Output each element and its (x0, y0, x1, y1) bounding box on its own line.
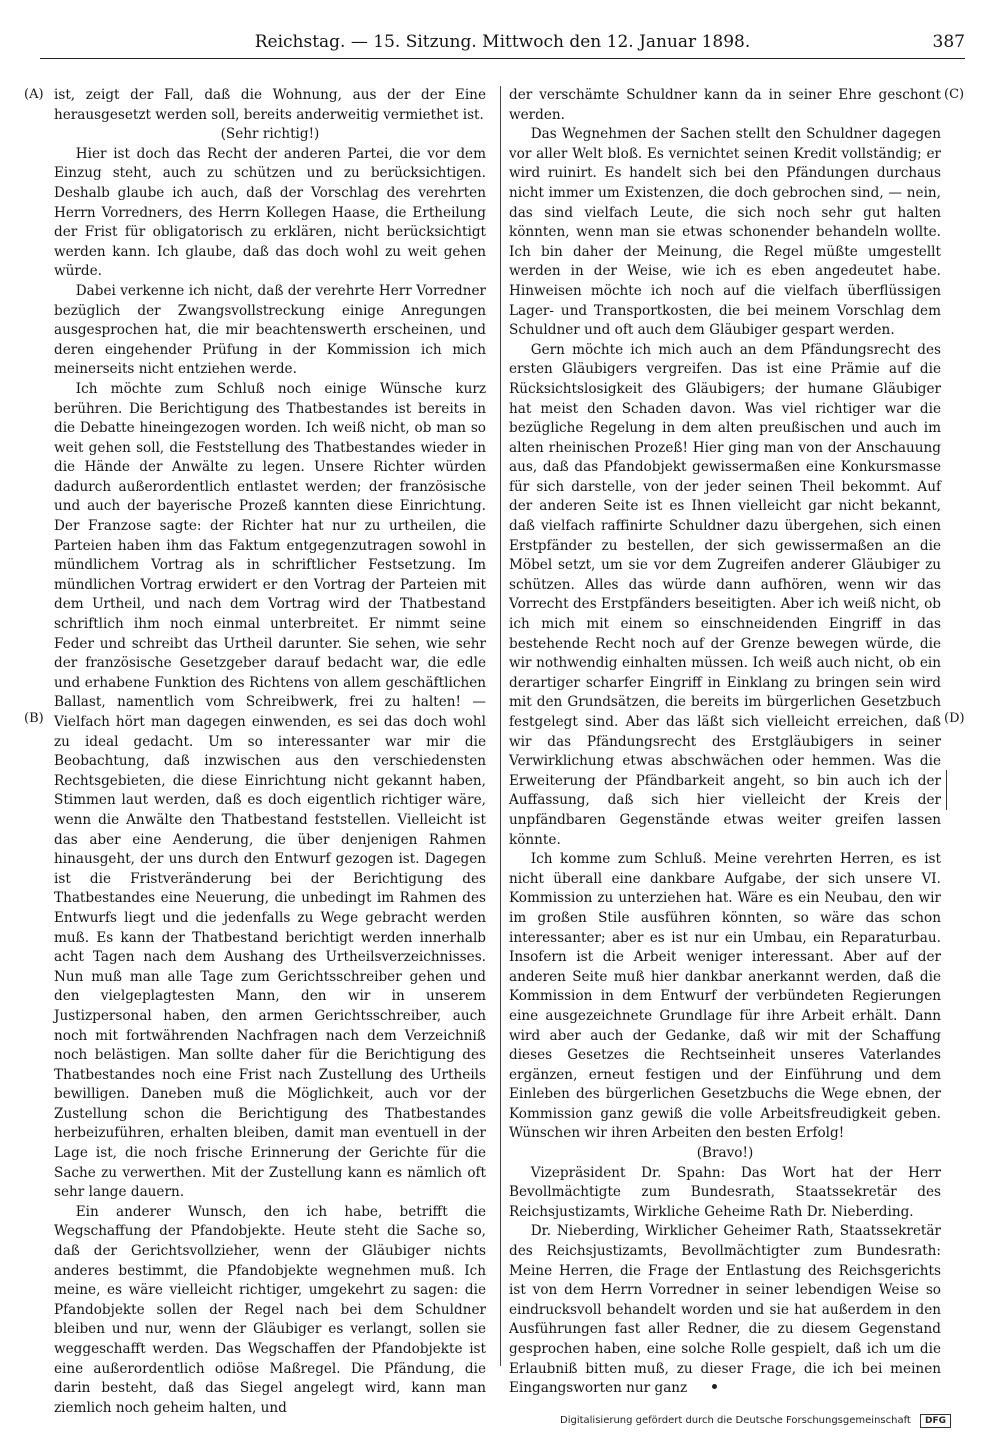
paragraph: ist, zeigt der Fall, daß die Wohnung, aus der der Eine herausgesetzt werden soll, bereits anderweitig vermiethet ist. (54, 87, 486, 123)
page-number: 387 (932, 32, 965, 52)
paragraph: Ein anderer Wunsch, den ich habe, betrifft die Wegschaffung der Pfandobjekte. Heute steht die Sache so, daß der Gerichtsvollzieher, wenn der Gläubiger nichts anderes bestimmt, die Pfandobjekte wegnehmen muß. Ich meine, es wäre vielleicht richtiger, umgekehrt zu sagen: die Pfandobjekte sollen der Regel nach bei dem Schuldner bleiben und nur, wenn der Gläubiger es verlangt, sollen sie weggeschafft werden. Das Wegschaffen der Pfandobjekte ist eine außerordentlich odiöse Maßregel. Die Pfändung, die darin besteht, daß das Siegel angelegt wird, kann man ziemlich noch geheim halten, und (54, 1203, 486, 1416)
dfg-logo: DFG (920, 1414, 951, 1428)
paragraph: Das Wegnehmen der Sachen stellt den Schuldner dagegen vor aller Welt bloß. Es vernichtet seinen Kredit vollständig; er wird ruinirt. Es handelt sich bei den Pfändungen durchaus nicht immer um Existenzen, die doch gebrochen sind, — nein, das sind vielfach Leute, die sich noch sehr gut halten könnten, wenn man sie etwas schonender behandeln wollte. Ich bin daher der Meinung, die Regel müßte umgestellt werden in der Weise, wie ich es eben angedeutet habe. Hinweisen möchte ich noch auf die vielfach überflüssigen Lager- und Transportkosten, die bei meinem Vorschlag dem Schuldner und oft auch dem Gläubiger gespart werden. (509, 126, 941, 339)
paragraph: der verschämte Schuldner kann da in seiner Ehre geschont werden. (509, 87, 941, 123)
credit-text: Digitalisierung gefördert durch die Deutsche Forschungsgemeinschaft (560, 1415, 911, 1426)
header-rule (40, 58, 965, 59)
interjection: (Bravo!) (696, 1145, 754, 1162)
paragraph: Ich komme zum Schluß. Meine verehrten Herren, es ist nicht überall eine dankbare Aufgabe, der sich unsere VI. Kommission zu unterziehen hat. Wäre es ein Neubau, den wir im großen Stile ausführen könnten, so wäre das schon interessanter; aber es ist nur ein Umbau, ein Reparaturbau. Insofern ist die Arbeit weniger interessant. Aber auf der anderen Seite muß hier dankbar anerkannt werden, daß die Kommission in dem Entwurf der verbündeten Regierungen eine ausgezeichnete Grundlage für ihre Arbeit erhält. Dann wird aber auch der Gedanke, daß wir mit der Schaffung dieses Gesetzes die Rechtseinheit unseres Vaterlandes ergänzen, erneut festigen und der Einführung und dem Einleben des bürgerlichen Gesetzbuchs die Wege ebnen, der Kommission ganz gewiß die volle Arbeitsfreudigkeit geben. Wünschen wir ihren Arbeiten den besten Erfolg! (509, 851, 941, 1142)
page-bullet (712, 1384, 717, 1389)
column-divider (500, 86, 501, 1366)
running-title: Reichstag. — 15. Sitzung. Mittwoch den 12. Januar 1898. (254, 32, 751, 52)
paragraph: Ich möchte zum Schluß noch einige Wünsche kurz berühren. Die Berichtigung des Thatbestandes ist bereits in die Debatte hineingezogen worden. Ich weiß nicht, ob man so weit gehen soll, die Feststellung des Thatbestandes wieder in die Hände der Anwälte zu legen. Unsere Richter würden dadurch außerordentlich entlastet werden; der französische und auch der bayerische Prozeß kannten diese Einrichtung. Der Franzose sagte: der Richter hat nur zu urtheilen, die Parteien haben ihm das Faktum entgegenzutragen sowohl in mündlichem Vortrag als in schriftlicher Festsetzung. Im mündlichen Vortrag erwidert er den Vortrag der Parteien mit dem Urtheil, und nach dem Vortrag wird der Thatbestand schriftlich ihm noch einmal unterbreitet. Er nimmt seine Feder und schreibt das Urtheil darunter. Sie sehen, wie sehr der französische Gesetzgeber darauf bedacht war, die edle und erhabene Funktion des Richtens von allem geschäftlichen Ballast, namentlich vom Schreibwerk, frei zu halten! — Vielfach hört man dagegen einwenden, es sei das doch wohl zu ideal gedacht. Um so interessanter war mir die Beobachtung, daß inzwischen aus den verschiedensten Rechtsgebieten, die diese Einrichtung nicht gekannt haben, Stimmen laut werden, daß es doch eigentlich richtiger wäre, wenn die Anwälte den Thatbestand feststellen. Vielleicht ist das aber eine Aenderung, die über denjenigen Rahmen hinausgeht, der uns durch den Entwurf gezogen ist. Dagegen ist die Fristveränderung bei der Berichtigung des Thatbestandes eine Neuerung, die unbedingt im Rahmen des Entwurfs liegt und die jedenfalls zu Wege gebracht werden muß. Es kann der Thatbestand berichtigt werden innerhalb acht Tagen nach dem Aushang des Urtheilsverzeichnisses. Nun muß man alle Tage zum Gerichtsschreiber gehen und den vielgeplagtesten Mann, den wir in unserem Justizpersonal haben, den armen Gerichtsschreiber, auch noch mit fortwährenden Nachfragen nach dem Verzeichniß noch belästigen. Man sollte daher für die Berichtigung des Thatbestandes noch eine Frist nach Zustellung des Urtheils bewilligen. Daneben muß die Möglichkeit, auch vor der Zustellung schon die Berichtigung des Thatbestandes herbeizuführen, erhalten bleiben, damit man eventuell in der Lage ist, die noch frische Erinnerung der Gerichte für die Sache zu verwerthen. Mit der Zustellung kann es nämlich oft sehr lange dauern. (54, 380, 486, 1201)
page-header (40, 30, 965, 54)
speaker-paragraph: Vizepräsident Dr. Spahn: Das Wort hat der Herr Bevollmächtigte zum Bundesrath, Staatssekretär des Reichsjustizamts, Wirkliche Geheime Rath Dr. Nieberding. (509, 1164, 941, 1220)
paragraph: Dabei verkenne ich nicht, daß der verehrte Herr Vorredner bezüglich der Zwangsvollstreckung einige Anregungen ausgesprochen hat, die mir beachtenswerth erscheinen, und deren eingehender Prüfung in der Kommission ich mich meinerseits nicht entziehen werde. (54, 282, 486, 378)
speaker-paragraph: Dr. Nieberding, Wirklicher Geheimer Rath, Staatssekretär des Reichsjustizamts, Bevollmächtigter zum Bundesrath: Meine Herren, die Frage der Entlastung des Reichsgerichts ist von dem Herrn Vorredner in seiner lebendigen Weise so eindrucksvoll behandelt worden und sie hat außerdem in den Ausführungen fast aller Redner, die zu diesem Gegenstand gesprochen haben, eine solche Rolle gespielt, daß ich um die Erlaubniß bitten muß, zu dieser Frage, die ich bei meinen Eingangsworten nur ganz (509, 1223, 941, 1397)
margin-marker-a: (A) (24, 87, 44, 102)
margin-marker-c: (C) (944, 87, 965, 102)
interjection: (Sehr richtig!) (220, 126, 320, 143)
margin-marker-b: (B) (24, 711, 44, 726)
margin-marker-d: (D) (944, 711, 965, 726)
margin-line-mark (946, 770, 947, 810)
paragraph: Gern möchte ich mich auch an dem Pfändungsrecht des ersten Gläubigers vergreifen. Das ist eine Prämie auf die Rücksichtslosigkeit des Gläubigers; der humane Gläubiger hat meist den Schaden davon. Was viel richtiger war die bezügliche Regelung in dem alten preußischen und auch im alten rheinischen Prozeß! Hier ging man von der Anschauung aus, daß das Pfandobjekt gewissermaßen eine Konkursmasse für sich darstelle, von der jeder seinen Theil bekommt. Auf der anderen Seite ist es Ihnen vielleicht gar nicht bekannt, daß vielfach raffinirte Schuldner dazu übergehen, sich einen Erstpfänder zu bestellen, der sich gewissermaßen an die Möbel setzt, um sie vor dem Zugreifen anderer Gläubiger zu schützen. Alles das würde dann aufhören, wenn wir das Vorrecht des Erstpfänders beseitigten. Aber ich weiß nicht, ob ich mich mit einem so einschneidenden Eingriff in das bestehende Recht noch auf der Grenze bewegen würde, die wir nothwendig einhalten müssen. Ich weiß auch nicht, ob ein derartiger scharfer Eingriff in Einklang zu bringen sein wird mit den Grundsätzen, die bereits im bürgerlichen Gesetzbuch festgelegt sind. Aber das läßt sich vielleicht erreichen, daß wir das Pfändungsrecht des Erstgläubigers in seiner Verwirklichung etwas abschwächen oder hemmen. Was die Erweiterung der Pfändbarkeit angeht, so bin auch ich der Auffassung, daß sich hier vielleicht der Kreis der unpfändbaren Gegenstände etwas weiter greifen lassen könnte. (509, 341, 941, 848)
paragraph: Hier ist doch das Recht der anderen Partei, die vor dem Einzug steht, auch zu schützen und zu berücksichtigen. Deshalb glaube ich auch, daß der Vorschlag des verehrten Herrn Vorredners, des Herrn Kollegen Haase, die Ertheilung der Frist für obligatorisch zu erklären, nicht berücksichtigt werden kann. Ich glaube, daß das doch wohl zu weit gehen würde. (54, 145, 486, 280)
right-column (509, 86, 941, 1397)
left-column (54, 86, 486, 1416)
digitization-credit (560, 1412, 951, 1430)
